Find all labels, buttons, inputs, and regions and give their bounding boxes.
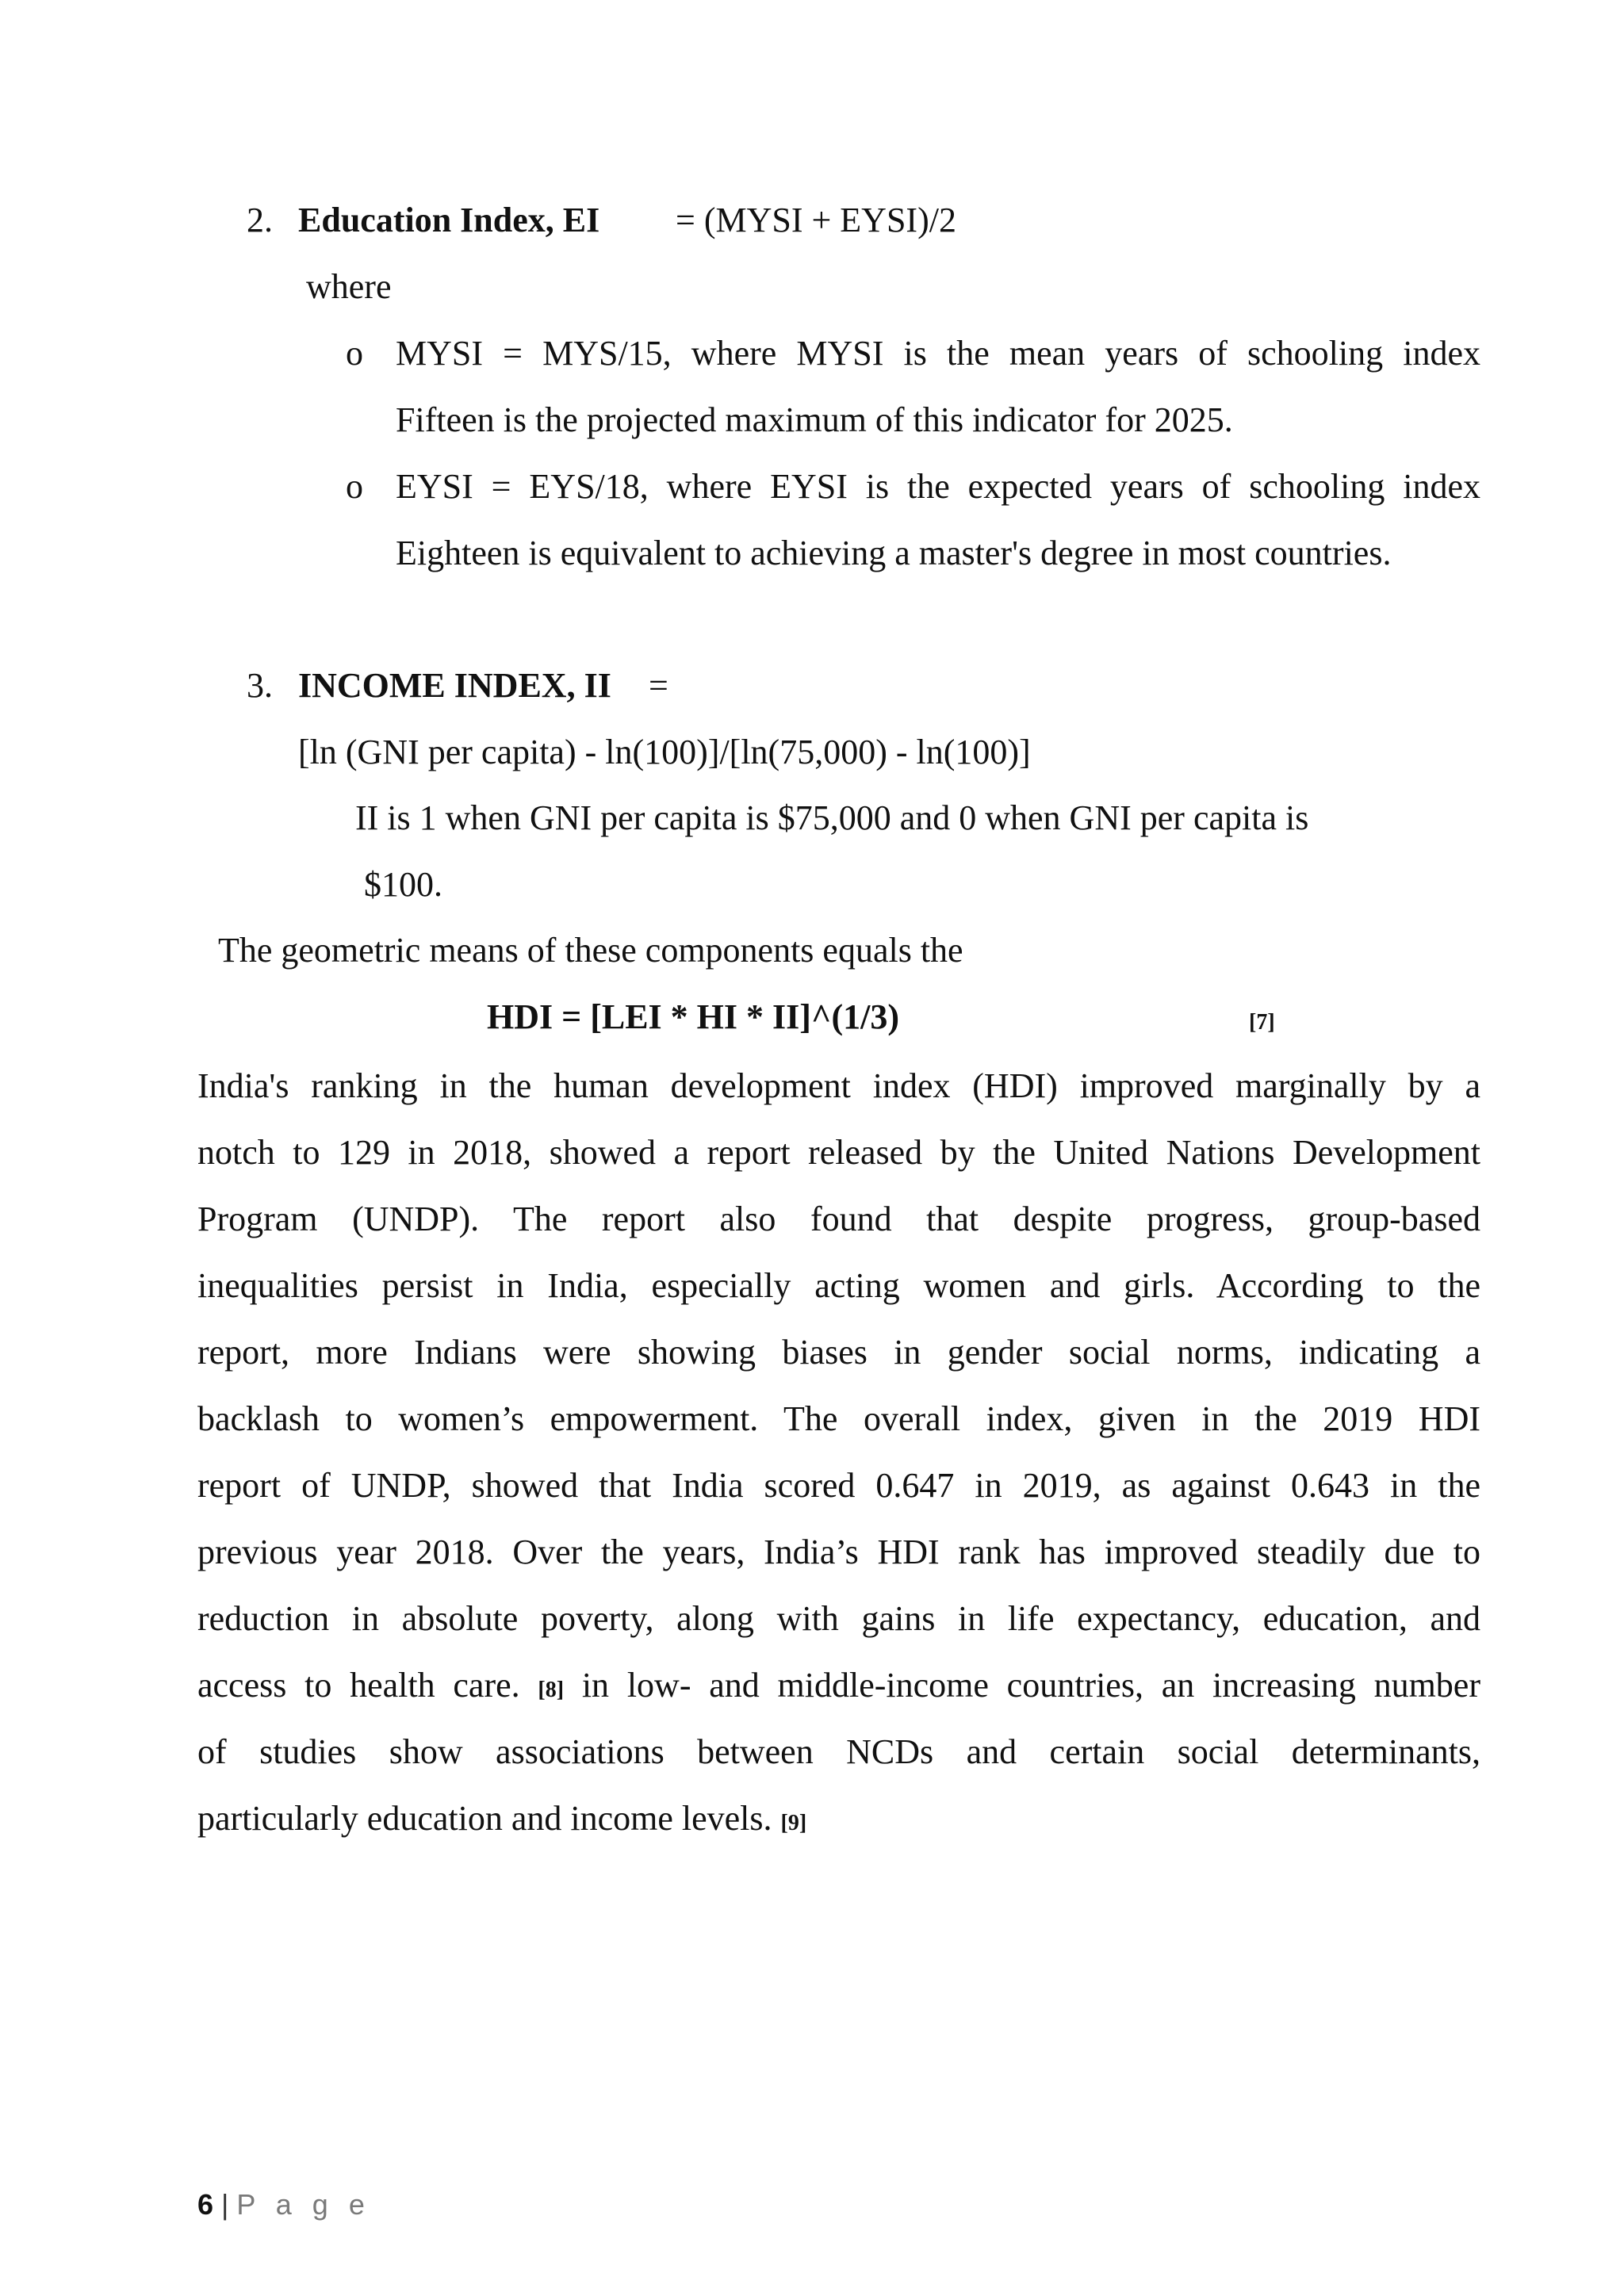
edu-index-formula: = (MYSI + EYSI)/2: [676, 201, 956, 239]
paragraph-line: report of UNDP, showed that India scored 0.647 in 2019, as against 0.643 in the: [197, 1466, 1480, 1505]
paragraph-text: in low- and middle-income countries, an increasing number: [581, 1666, 1480, 1705]
eysi-note: Eighteen is equivalent to achieving a master's degree in most countries.: [396, 534, 1392, 572]
paragraph-text: access to health care.: [197, 1666, 520, 1705]
page-number: 6: [197, 2188, 214, 2221]
income-item-number: 3.: [247, 666, 273, 705]
citation-7: [7]: [1249, 1010, 1275, 1035]
citation-8: [8]: [538, 1678, 565, 1702]
paragraph-line: [197, 1798, 1480, 1839]
paragraph-line: Program (UNDP). The report also found that despite progress, group-based: [197, 1200, 1480, 1238]
paragraph-line: notch to 129 in 2018, showed a report released by the United Nations Development: [197, 1133, 1480, 1172]
income-index-formula: [ln (GNI per capita) - ln(100)]/[ln(75,000) - ln(100)]: [298, 733, 1031, 771]
paragraph-line: backlash to women’s empowerment. The overall index, given in the 2019 HDI: [197, 1399, 1480, 1438]
edu-index-title: Education Index, EI: [298, 201, 600, 239]
edu-where-label: where: [306, 267, 392, 306]
paragraph-line: report, more Indians were showing biases in gender social norms, indicating a: [197, 1333, 1480, 1372]
page-label: P a g e: [236, 2188, 371, 2221]
bullet-icon: o: [346, 467, 363, 506]
edu-item-number: 2.: [247, 201, 273, 239]
paragraph-line: previous year 2018. Over the years, India’s HDI rank has improved steadily due to: [197, 1533, 1480, 1571]
geometric-mean-line: The geometric means of these components equals the: [218, 931, 963, 970]
income-index-note-cont: $100.: [364, 865, 442, 904]
citation-9: [9]: [780, 1811, 807, 1835]
bullet-icon: o: [346, 334, 363, 373]
eysi-definition: EYSI = EYS/18, where EYSI is the expected years of schooling index: [396, 467, 1480, 506]
paragraph-text: particularly education and income levels.: [197, 1799, 772, 1838]
paragraph-line: India's ranking in the human development index (HDI) improved marginally by a: [197, 1066, 1480, 1105]
income-index-note: II is 1 when GNI per capita is $75,000 and 0 when GNI per capita is: [355, 798, 1309, 837]
paragraph-line: inequalities persist in India, especially acting women and girls. According to the: [197, 1266, 1480, 1305]
hdi-formula: HDI = [LEI * HI * II]^(1/3): [487, 997, 900, 1036]
footer-separator: |: [221, 2188, 229, 2221]
mysi-note: Fifteen is the projected maximum of this indicator for 2025.: [396, 400, 1233, 439]
mysi-definition: MYSI = MYS/15, where MYSI is the mean years of schooling index: [396, 334, 1480, 373]
paragraph-line: of studies show associations between NCDs and certain social determinants,: [197, 1732, 1480, 1771]
income-index-equals: =: [649, 666, 668, 705]
paragraph-line: [197, 1665, 1480, 1705]
paragraph-line: reduction in absolute poverty, along with gains in life expectancy, education, and: [197, 1599, 1480, 1638]
page-footer: [197, 2188, 371, 2221]
income-index-title: INCOME INDEX, II: [298, 666, 611, 705]
